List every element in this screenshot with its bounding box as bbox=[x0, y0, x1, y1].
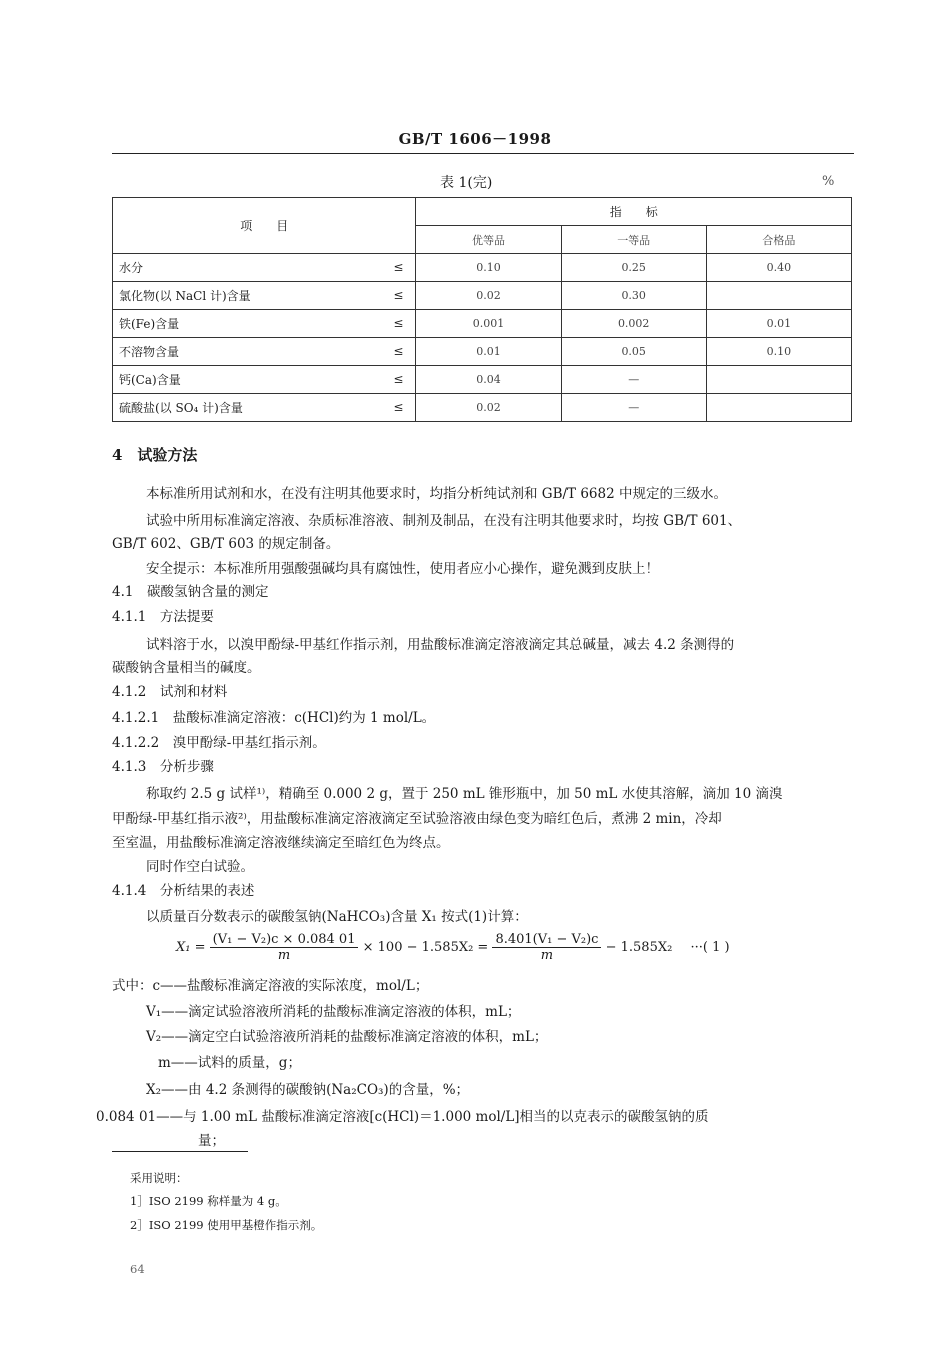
table-caption: 表 1(完) bbox=[440, 175, 493, 191]
le-symbol: ≤ bbox=[393, 260, 404, 274]
paragraph: 同时作空白试验。 bbox=[146, 859, 254, 875]
formula-rhs: − 1.585X₂ bbox=[605, 940, 673, 955]
formula-mid: × 100 − 1.585X₂ = bbox=[362, 940, 489, 955]
cell-value bbox=[706, 282, 851, 310]
cell-value: 0.01 bbox=[706, 310, 851, 338]
subsection-heading: 4.1.4 分析结果的表述 bbox=[112, 883, 255, 899]
section-title: 4 试验方法 bbox=[112, 446, 198, 464]
spec-table bbox=[112, 197, 852, 422]
variable-definition: 量； bbox=[198, 1133, 225, 1149]
paragraph: 甲酚绿-甲基红指示液²⁾，用盐酸标准滴定溶液滴定至试验溶液由绿色变为暗红色后，煮沸 2 min，冷却 bbox=[112, 811, 722, 827]
equation-number: ···( 1 ) bbox=[690, 940, 730, 955]
row-item: 氯化物(以 NaCl 计)含量 bbox=[119, 289, 251, 303]
footnote: 1］ISO 2199 称样量为 4 g。 bbox=[130, 1194, 287, 1208]
variable-definition: V₂——滴定空白试验溶液所消耗的盐酸标准滴定溶液的体积，mL； bbox=[146, 1029, 548, 1045]
table-row bbox=[113, 366, 852, 394]
subsection-heading: 4.1 碳酸氢钠含量的测定 bbox=[112, 584, 269, 600]
paragraph: 试料溶于水，以溴甲酚绿-甲基红作指示剂，用盐酸标准滴定溶液滴定其总碱量，减去 4.2 条测得的 bbox=[146, 637, 735, 653]
footnote-title: 采用说明： bbox=[130, 1171, 188, 1185]
grade-header: 优等品 bbox=[416, 226, 561, 254]
le-symbol: ≤ bbox=[393, 316, 404, 330]
cell-value: 0.10 bbox=[706, 338, 851, 366]
cell-value: 0.002 bbox=[561, 310, 706, 338]
le-symbol: ≤ bbox=[393, 400, 404, 414]
paragraph: 至室温，用盐酸标准滴定溶液继续滴定至暗红色为终点。 bbox=[112, 835, 450, 851]
le-symbol: ≤ bbox=[393, 372, 404, 386]
subsection-heading: 4.1.2.2 溴甲酚绿-甲基红指示剂。 bbox=[112, 735, 326, 751]
cell-value: 0.30 bbox=[561, 282, 706, 310]
cell-value: 0.40 bbox=[706, 254, 851, 282]
formula-lhs: X₁ = bbox=[176, 940, 206, 955]
variable-definition: m——试料的质量，g； bbox=[158, 1055, 301, 1071]
grade-header: 一等品 bbox=[561, 226, 706, 254]
fraction-numerator: (V₁ − V₂)c × 0.084 01 bbox=[210, 932, 359, 948]
formula-1 bbox=[176, 932, 730, 963]
paragraph: 以质量百分数表示的碳酸氢钠(NaHCO₃)含量 X₁ 按式(1)计算： bbox=[146, 909, 528, 925]
cell-value: 0.01 bbox=[416, 338, 561, 366]
fraction-numerator: 8.401(V₁ − V₂)c bbox=[492, 932, 601, 948]
fraction-denominator: m bbox=[540, 948, 554, 963]
page-number: 64 bbox=[130, 1262, 145, 1276]
grade-header: 合格品 bbox=[706, 226, 851, 254]
cell-value: 0.02 bbox=[416, 282, 561, 310]
paragraph: GB/T 602、GB/T 603 的规定制备。 bbox=[112, 536, 340, 552]
variable-definition: 0.084 01——与 1.00 mL 盐酸标准滴定溶液[c(HCl)＝1.000 mol/L]相当的以克表示的碳酸氢钠的质 bbox=[96, 1109, 709, 1125]
table-unit: % bbox=[822, 174, 835, 189]
footnote-rule bbox=[112, 1151, 248, 1152]
paragraph: 碳酸钠含量相当的碱度。 bbox=[112, 660, 261, 676]
fraction-denominator: m bbox=[277, 948, 291, 963]
paragraph: 本标准所用试剂和水，在没有注明其他要求时，均指分析纯试剂和 GB/T 6682 中规定的三级水。 bbox=[146, 486, 727, 502]
col-item-header: 项 目 bbox=[113, 198, 416, 254]
cell-value bbox=[706, 394, 851, 422]
table-row bbox=[113, 338, 852, 366]
subsection-heading: 4.1.2 试剂和材料 bbox=[112, 684, 228, 700]
paragraph: 试验中所用标准滴定溶液、杂质标准溶液、制剂及制品，在没有注明其他要求时，均按 GB/T 601、 bbox=[146, 513, 742, 529]
safety-note: 安全提示：本标准所用强酸强碱均具有腐蚀性，使用者应小心操作，避免溅到皮肤上！ bbox=[146, 561, 659, 577]
page-header: GB/T 1606－1998 bbox=[398, 130, 552, 148]
variable-definition: V₁——滴定试验溶液所消耗的盐酸标准滴定溶液的体积，mL； bbox=[146, 1004, 521, 1020]
paragraph: 称取约 2.5 g 试样¹⁾，精确至 0.000 2 g，置于 250 mL 锥形瓶中，加 50 mL 水使其溶解，滴加 10 滴溴 bbox=[146, 786, 783, 802]
variable-definition: 式中：c——盐酸标准滴定溶液的实际浓度，mol/L； bbox=[112, 978, 429, 994]
subsection-heading: 4.1.3 分析步骤 bbox=[112, 759, 214, 775]
cell-value: 0.04 bbox=[416, 366, 561, 394]
subsection-heading: 4.1.1 方法提要 bbox=[112, 609, 214, 625]
cell-value: 0.02 bbox=[416, 394, 561, 422]
table-row bbox=[113, 282, 852, 310]
table-row bbox=[113, 310, 852, 338]
row-item: 钙(Ca)含量 bbox=[119, 373, 181, 387]
col-group-header: 指 标 bbox=[416, 198, 852, 226]
cell-value: 0.25 bbox=[561, 254, 706, 282]
table-row bbox=[113, 254, 852, 282]
row-item: 铁(Fe)含量 bbox=[119, 317, 180, 331]
table-row bbox=[113, 394, 852, 422]
header-rule bbox=[112, 153, 854, 154]
fraction bbox=[492, 932, 601, 963]
cell-value: — bbox=[561, 366, 706, 394]
cell-value: 0.001 bbox=[416, 310, 561, 338]
cell-value bbox=[706, 366, 851, 394]
variable-definition: X₂——由 4.2 条测得的碳酸钠(Na₂CO₃)的含量，%； bbox=[146, 1082, 470, 1098]
row-item: 硫酸盐(以 SO₄ 计)含量 bbox=[119, 401, 243, 415]
cell-value: 0.10 bbox=[416, 254, 561, 282]
cell-value: 0.05 bbox=[561, 338, 706, 366]
le-symbol: ≤ bbox=[393, 344, 404, 358]
row-item: 不溶物含量 bbox=[119, 345, 180, 359]
cell-value: — bbox=[561, 394, 706, 422]
fraction bbox=[210, 932, 359, 963]
subsection-heading: 4.1.2.1 盐酸标准滴定溶液：c(HCl)约为 1 mol/L。 bbox=[112, 710, 436, 726]
row-item: 水分 bbox=[119, 261, 144, 275]
footnote: 2］ISO 2199 使用甲基橙作指示剂。 bbox=[130, 1218, 323, 1232]
le-symbol: ≤ bbox=[393, 288, 404, 302]
